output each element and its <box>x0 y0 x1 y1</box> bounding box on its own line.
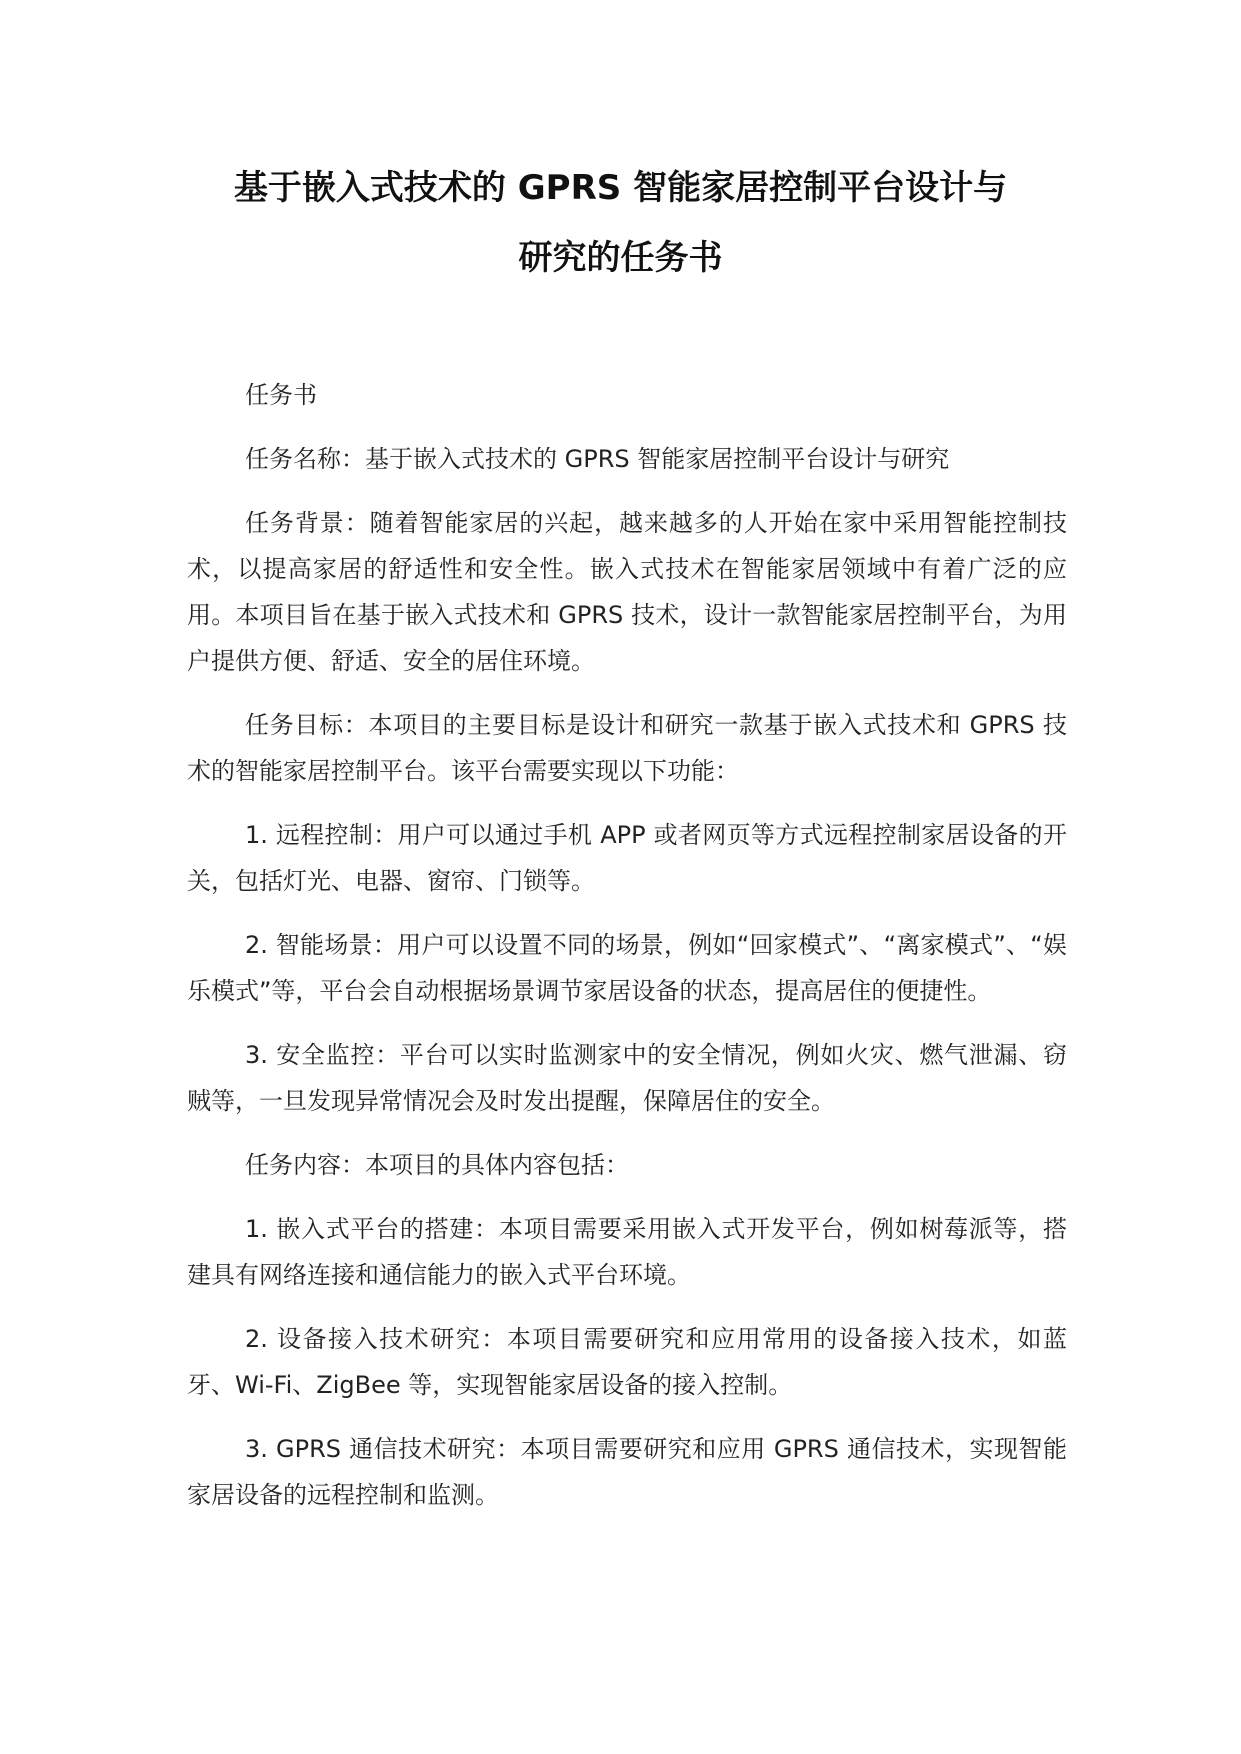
paragraph-task-goal: 任务目标：本项目的主要目标是设计和研究一款基于嵌入式技术和 GPRS 技术的智能家居控制平台。该平台需要实现以下功能： <box>187 711 1067 785</box>
paragraph-content-item-3: 3. GPRS 通信技术研究：本项目需要研究和应用 GPRS 通信技术，实现智能家居设备的远程控制和监测。 <box>187 1435 1067 1509</box>
paragraph-content-item-2: 2. 设备接入技术研究：本项目需要研究和应用常用的设备接入技术，如蓝牙、Wi-Fi、ZigBee 等，实现智能家居设备的接入控制。 <box>187 1325 1067 1399</box>
paragraph-heading: 任务书 <box>245 381 317 409</box>
paragraph-goal-item-2: 2. 智能场景：用户可以设置不同的场景，例如“回家模式”、“离家模式”、“娱乐模式”等，平台会自动根据场景调节家居设备的状态，提高居住的便捷性。 <box>187 931 1067 1005</box>
paragraph-content-item-1: 1. 嵌入式平台的搭建：本项目需要采用嵌入式开发平台，例如树莓派等，搭建具有网络连接和通信能力的嵌入式平台环境。 <box>187 1215 1067 1289</box>
paragraph-task-content: 任务内容：本项目的具体内容包括： <box>245 1151 629 1179</box>
paragraph-task-name: 任务名称：基于嵌入式技术的 GPRS 智能家居控制平台设计与研究 <box>245 445 950 473</box>
document-title-line-1: 基于嵌入式技术的 GPRS 智能家居控制平台设计与 <box>233 168 1008 208</box>
document-title-line-2: 研究的任务书 <box>518 238 723 278</box>
paragraph-task-background: 任务背景：随着智能家居的兴起，越来越多的人开始在家中采用智能控制技术，以提高家居的舒适性和安全性。嵌入式技术在智能家居领域中有着广泛的应用。本项目旨在基于嵌入式技术和 GPRS 技术，设计一款智能家居控制平台，为用户提供方便、舒适、安全的居住环境。 <box>187 509 1067 675</box>
document-body <box>187 372 1067 1536</box>
paragraph-goal-item-1: 1. 远程控制：用户可以通过手机 APP 或者网页等方式远程控制家居设备的开关，包括灯光、电器、窗帘、门锁等。 <box>187 821 1067 895</box>
paragraph-goal-item-3: 3. 安全监控：平台可以实时监测家中的安全情况，例如火灾、燃气泄漏、窃贼等，一旦发现异常情况会及时发出提醒，保障居住的安全。 <box>187 1041 1067 1115</box>
